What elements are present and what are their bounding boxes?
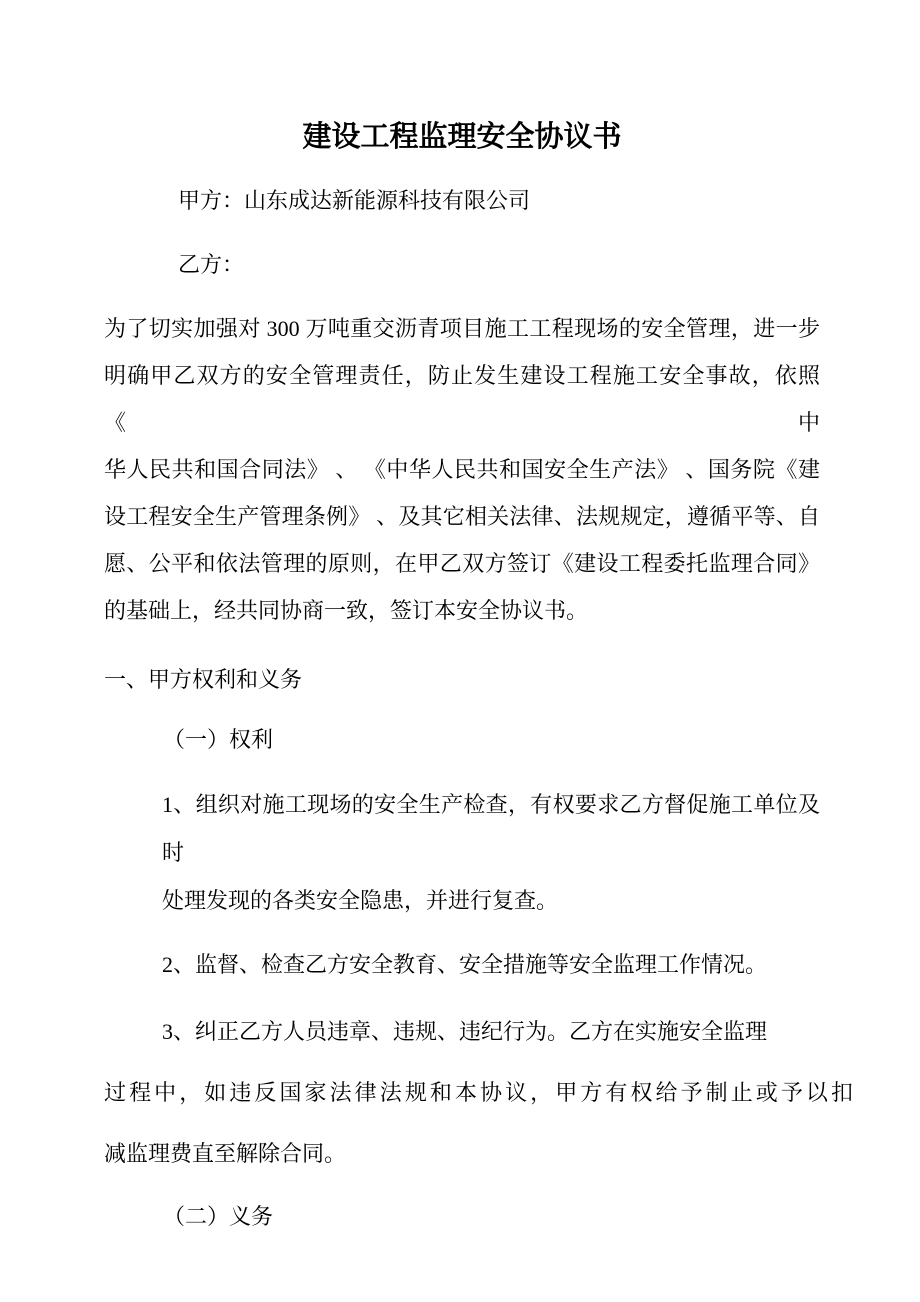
- text-line: 减监理费直至解除合同。: [104, 1141, 347, 1166]
- text-line: 3、纠正乙方人员违章、违规、违纪行为。乙方在实施安全监理: [162, 1019, 768, 1044]
- text-line: 愿、公平和依法管理的原则，在甲乙双方签订《建设工程委托监理合同》: [104, 551, 820, 576]
- document-title: 建设工程监理安全协议书: [302, 121, 622, 153]
- list-item-3: [104, 1001, 853, 1184]
- list-item-2: [104, 941, 820, 988]
- sub-heading-obligations: （二）义务: [163, 1204, 274, 1229]
- party-b-line: 乙方：: [178, 252, 245, 277]
- text-line: 2、监督、检查乙方安全教育、安全措施等安全监理工作情况。: [162, 952, 768, 977]
- text-line: 明确甲乙双方的安全管理责任，防止发生建设工程施工安全事故，依照《中: [104, 363, 820, 435]
- text-line: 华人民共和国合同法》 、 《中华人民共和国安全生产法》 、国务院《建: [104, 457, 820, 482]
- document-body: [104, 0, 853, 1240]
- text-line: 设工程安全生产管理条例》 、及其它相关法律、法规规定，遵循平等、自: [104, 504, 820, 529]
- text-line: 1、组织对施工现场的安全生产检查，有权要求乙方督促施工单位及时: [162, 792, 820, 865]
- text-line: 的基础上，经共同协商一致，签订本安全协议书。: [104, 598, 589, 623]
- text-line: 过程中，如违反国家法律法规和本协议，甲方有权给予制止或予以扣: [104, 1080, 853, 1105]
- section-heading-party-a-rights-obligations: 一、甲方权利和义务: [104, 667, 303, 692]
- text-line: 处理发现的各类安全隐患，并进行复查。: [162, 888, 559, 913]
- text-line: 为了切实加强对 300 万吨重交沥青项目施工工程现场的安全管理，进一步: [104, 316, 820, 341]
- list-item-1: [104, 781, 820, 925]
- intro-paragraph: [104, 305, 820, 634]
- sub-heading-rights: （一）权利: [163, 727, 274, 752]
- party-a-line: 甲方：山东成达新能源科技有限公司: [178, 188, 531, 213]
